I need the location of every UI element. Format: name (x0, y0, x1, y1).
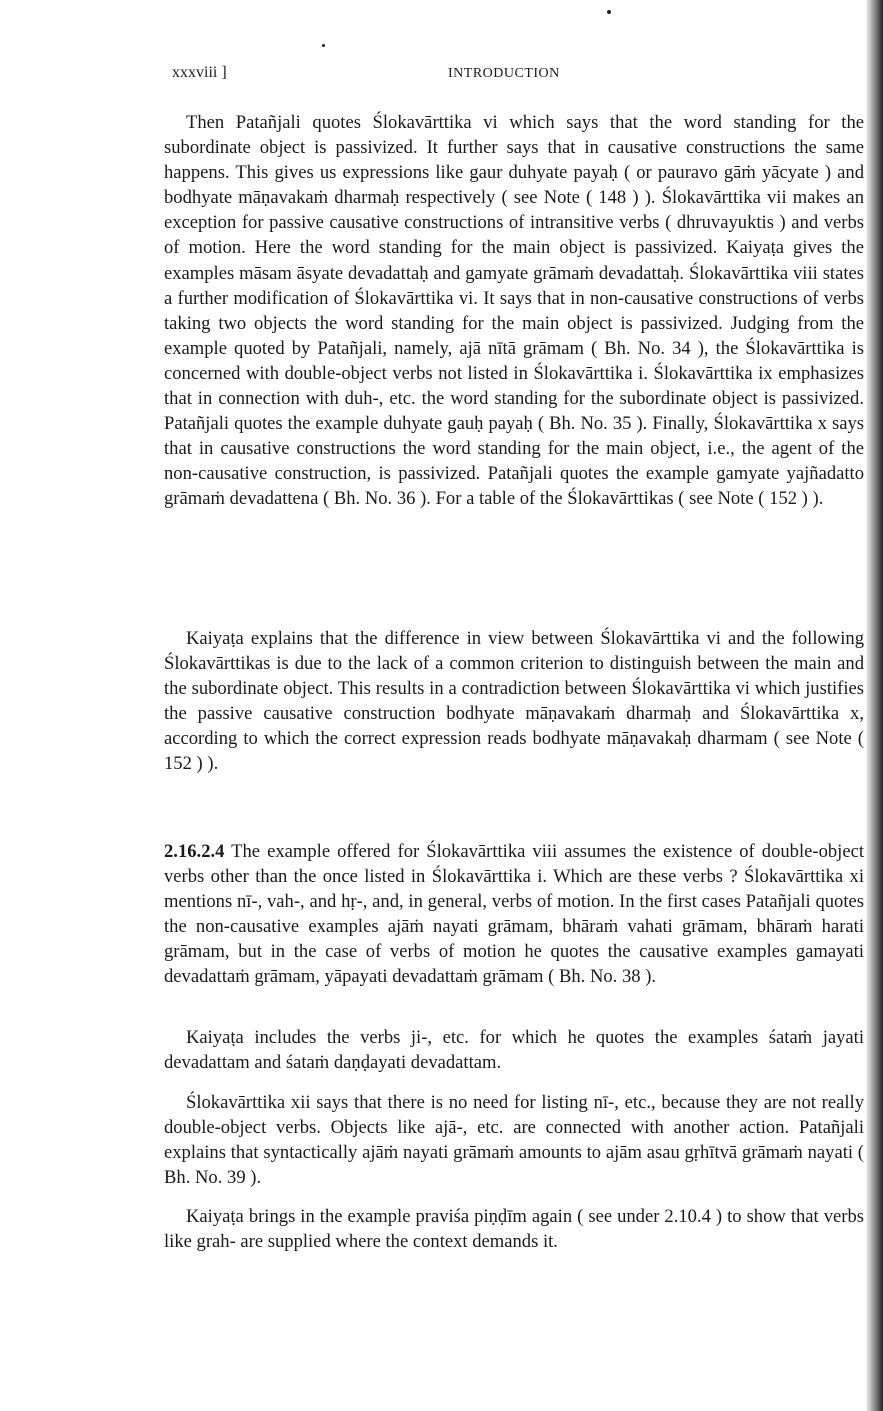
paragraph-text: Then Patañjali quotes Ślokavārttika vi which says that the word standing for the subordinate object is passivized. It further says that in causative constructions the same happens. This gives us expressions like gaur duhyate payaḥ ( or pauravo gāṁ yācyate ) and bodhyate māṇavakaṁ dharmaḥ respectively ( see Note ( 148 ) ). Ślokavārttika vii makes an exception for passive causative constructions of intransitive verbs ( dhruvayuktis ) and verbs of motion. Here the word standing for the main object is passivized. Kaiyaṭa gives the examples māsam āsyate devadattaḥ and gamyate grāmaṁ devadattaḥ. Ślokavārttika viii states a further modification of Ślokavārttika vi. It says that in non-causative constructions of verbs taking two objects the word standing for the main object is passivized. Judging from the example quoted by Patañjali, namely, ajā nītā grāmam ( Bh. No. 34 ), the Ślokavārttika is concerned with double-object verbs not listed in Ślokavārttika i. Ślokavārttika ix emphasizes that in connection with duh-, etc. the word standing for the subordinate object is passivized. Patañjali quotes the example duhyate gauḥ payaḥ ( Bh. No. 35 ). Finally, Ślokavārttika x says that in causative constructions the word standing for the main object, i.e., the agent of the non-causative construction, is passivized. Patañjali quotes the example gamyate yajñadatto grāmaṁ devadattena ( Bh. No. 36 ). For a table of the Ślokavārttikas ( see Note ( 152 ) ). (164, 112, 864, 510)
paragraph-text: Kaiyaṭa explains that the difference in view between Ślokavārttika vi and the following Ślokavārttikas is due to the lack of a common criterion to distinguish between the main and the subordinate object. This results in a contradiction between Ślokavārttika vi which justifies the passive causative construction bodhyate māṇavakaṁ dharmaḥ and Ślokavārttika x, according to which the correct expression reads bodhyate māṇavakaḥ dharmam ( see Note ( 152 ) ). (164, 628, 864, 775)
paragraph-4 (164, 1025, 864, 1075)
scan-speck (607, 10, 611, 14)
scan-speck (322, 44, 325, 47)
page-edge-shadow (865, 0, 883, 1411)
paragraph-1 (164, 110, 864, 512)
section-number: 2.16.2.4 (164, 841, 225, 862)
paragraph-text: Kaiyaṭa brings in the example praviśa piṇḍīm again ( see under 2.10.4 ) to show that verbs like grah- are supplied where the context demands it. (164, 1206, 864, 1253)
running-header (172, 64, 872, 90)
running-title: INTRODUCTION (448, 66, 560, 81)
paragraph-text: Ślokavārttika xii says that there is no need for listing nī-, etc., because they are not really double-object verbs. Objects like ajā-, etc. are connected with another action. Patañjali explains that syntactically ajāṁ nayati grāmaṁ amounts to ajām asau gṛhītvā grāmaṁ nayati ( Bh. No. 39 ). (164, 1092, 864, 1189)
paragraph-6 (164, 1204, 864, 1254)
paragraph-3 (164, 839, 864, 990)
paragraph-text: Kaiyaṭa includes the verbs ji-, etc. for which he quotes the examples śataṁ jayati devadattam and śataṁ daṇḍayati devadattam. (164, 1027, 864, 1074)
page-number: xxxviii ] (172, 64, 227, 81)
paragraph-2 (164, 626, 864, 777)
section-paragraph (164, 839, 864, 990)
paragraph-text: The example offered for Ślokavārttika viii assumes the existence of double-object verbs other than the once listed in Ślokavārttika i. Which are these verbs ? Ślokavārttika xi mentions nī-, vah-, and hṛ-, and, in general, verbs of motion. In the first cases Patañjali quotes the non-causative examples ajāṁ nayati grāmam, bhāraṁ vahati grāmam, bhāraṁ harati grāmam, but in the case of verbs of motion he quotes the causative examples gamayati devadattaṁ grāmam, yāpayati devadattaṁ grāmam ( Bh. No. 38 ). (164, 841, 864, 988)
paragraph-5 (164, 1090, 864, 1190)
